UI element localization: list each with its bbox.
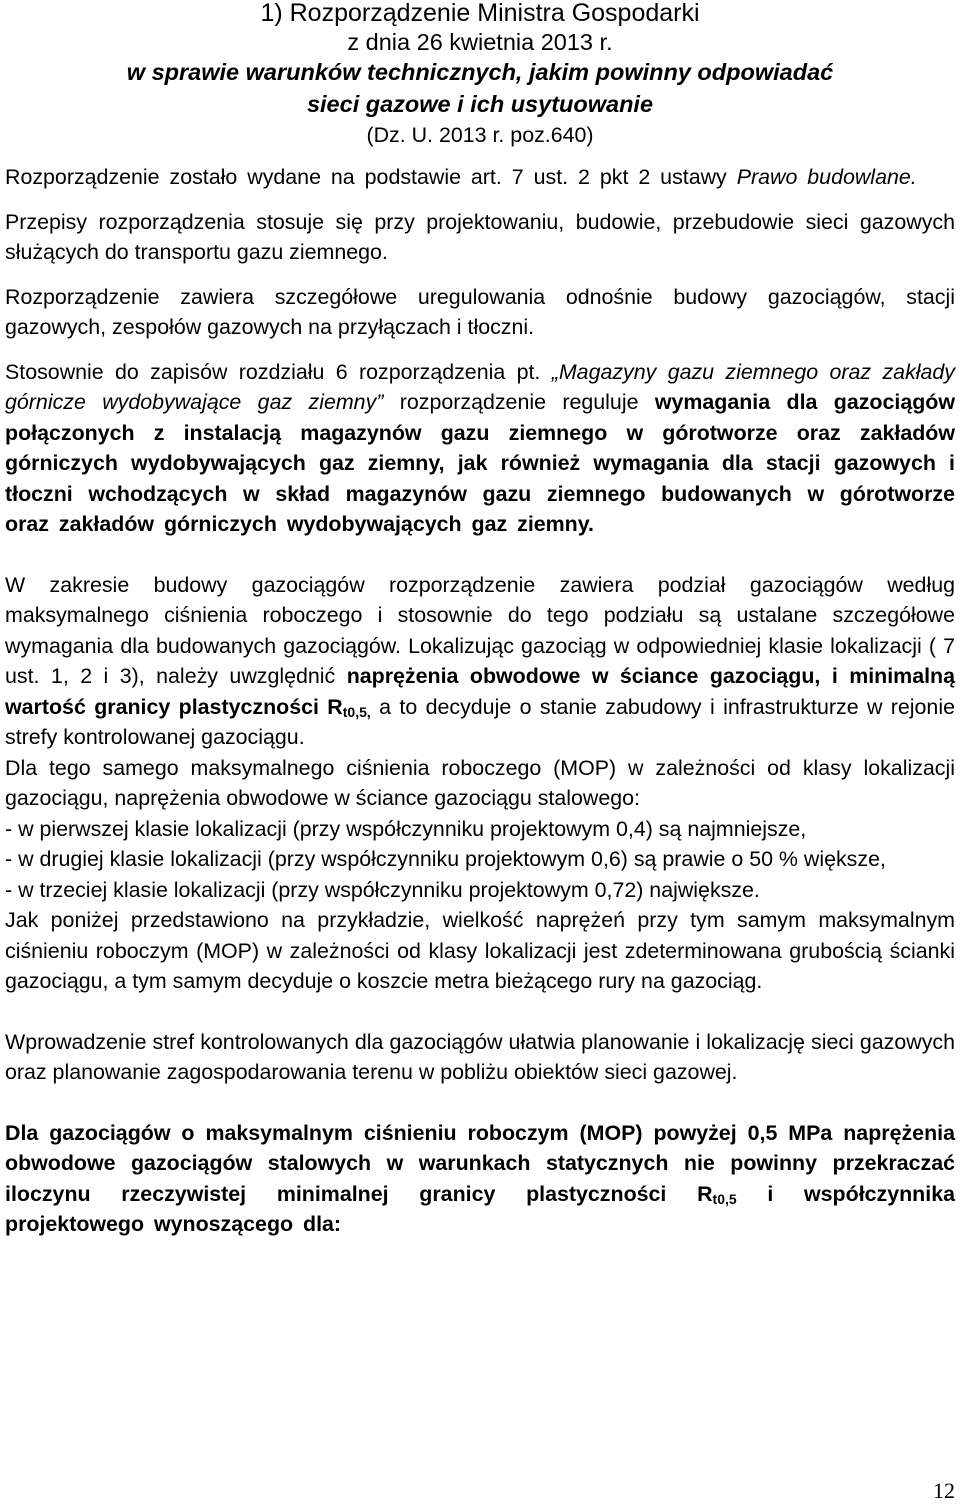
chapter-6-title: „Magazyny gazu ziemnego oraz zakłady górnicze wydobywające gaz ziemny”	[5, 359, 956, 414]
chapter-6-requirements: wymagania dla gazociągów połączonych z instalacją magazynów gazu ziemnego w górotworze oraz zakładów górniczych wydobywających gaz ziemny, jak również wymagania dla stacji gazowych i tłoczni wchodzących w skład magazynów gazu ziemnego budowanych w górotworze oraz zakładów górniczych wydobywających gaz ziemny.	[5, 390, 955, 536]
chapter-6-intro: Stosownie do zapisów rozdziału 6 rozporządzenia pt.	[5, 359, 552, 384]
paragraph-scope: Przepisy rozporządzenia stosuje się przy projektowaniu, budowie, przebudowie sieci gazowych służących do transportu gazu ziemnego.	[5, 209, 955, 264]
page-number: 12	[933, 1478, 955, 1503]
regulation-subject-line-2: sieci gazowe i ich usytuowanie	[306, 91, 654, 117]
paragraph-stress-intro: Dla tego samego maksymalnego ciśnienia roboczego (MOP) w zależności od klasy lokalizacji gazociągu, naprężenia obwodowe w ściance gazociągu stalowego:	[5, 755, 955, 810]
list-item: - w pierwszej klasie lokalizacji (przy współczynniku projektowym 0,4) są najmniejsze,	[5, 816, 807, 841]
classes-stress-emphasis: naprężenia obwodowe w ściance gazociągu, i minimalną wartość granicy plastyczności R	[5, 664, 955, 719]
yield-strength-subscript: t0,5,	[342, 703, 371, 720]
mop-requirement-end: i współczynnika projektowego wynoszącego dla:	[5, 1181, 955, 1236]
document-page	[5, 0, 955, 1240]
regulation-date: z dnia 26 kwietnia 2013 r.	[347, 29, 613, 55]
regulation-subject-line-1: w sprawie warunków technicznych, jakim powinny odpowiadać	[126, 59, 834, 85]
list-item: - w drugiej klasie lokalizacji (przy współczynniku projektowym 0,6) są prawie o 50 % większe,	[5, 847, 886, 871]
paragraph-mop-requirement	[5, 1118, 955, 1240]
chapter-6-mid: rozporządzenie reguluje	[383, 390, 655, 414]
legal-basis-act-name: Prawo budowlane.	[736, 165, 917, 189]
yield-strength-subscript-2: t0,5	[712, 1190, 737, 1207]
classes-intro: W zakresie budowy gazociągów rozporządzenie zawiera podział gazociągów według maksymalnego ciśnienia roboczego i stosownie do tego podziału są ustalane szczegółowe wymagania dla budowanych gazociągów. Lokalizując gazociąg w odpowiedniej klasie lokalizacji (	[5, 572, 955, 658]
regulation-citation: (Dz. U. 2013 r. poz.640)	[366, 123, 594, 147]
legal-basis-text: Rozporządzenie zostało wydane na podstawie art. 7 ust. 2 pkt 2 ustawy	[5, 165, 737, 189]
classes-mid: 7 ust. 1, 2 i 3), należy uwzględnić	[5, 633, 956, 688]
paragraph-pipeline-classes	[5, 570, 955, 753]
classes-end: a to decyduje o stanie zabudowy i infrastrukturze w rejonie strefy kontrolowanej gazociągu.	[5, 694, 955, 749]
mop-requirement-text: Dla gazociągów o maksymalnym ciśnieniu roboczym (MOP) powyżej 0,5 MPa naprężenia obwodowe gazociągów stalowych w warunkach statycznych nie powinny przekraczać iloczynu rzeczywistej minimalnej granicy plastyczności R	[5, 1120, 955, 1206]
paragraph-chapter-6	[5, 357, 955, 540]
list-item: - w trzeciej klasie lokalizacji (przy współczynniku projektowym 0,72) największe.	[5, 877, 760, 902]
regulation-title: 1) Rozporządzenie Ministra Gospodarki	[260, 0, 700, 27]
paragraph-zones: Wprowadzenie stref kontrolowanych dla gazociągów ułatwia planowanie i lokalizację sieci gazowych oraz planowanie zagospodarowania terenu w pobliżu obiektów sieci gazowej.	[5, 1029, 955, 1084]
paragraph-legal-basis	[5, 162, 955, 193]
paragraph-contents: Rozporządzenie zawiera szczegółowe uregulowania odnośnie budowy gazociągów, stacji gazowych, zespołów gazowych na przyłączach i tłoczni.	[5, 284, 955, 339]
paragraph-example: Jak poniżej przedstawiono na przykładzie, wielkość naprężeń przy tym samym maksymalnym ciśnieniu roboczym (MOP) w zależności od klasy lokalizacji jest zdeterminowana grubością ścianki gazociągu, a tym samym decyduje o koszcie metra bieżącego rury na gazociąg.	[5, 908, 955, 993]
